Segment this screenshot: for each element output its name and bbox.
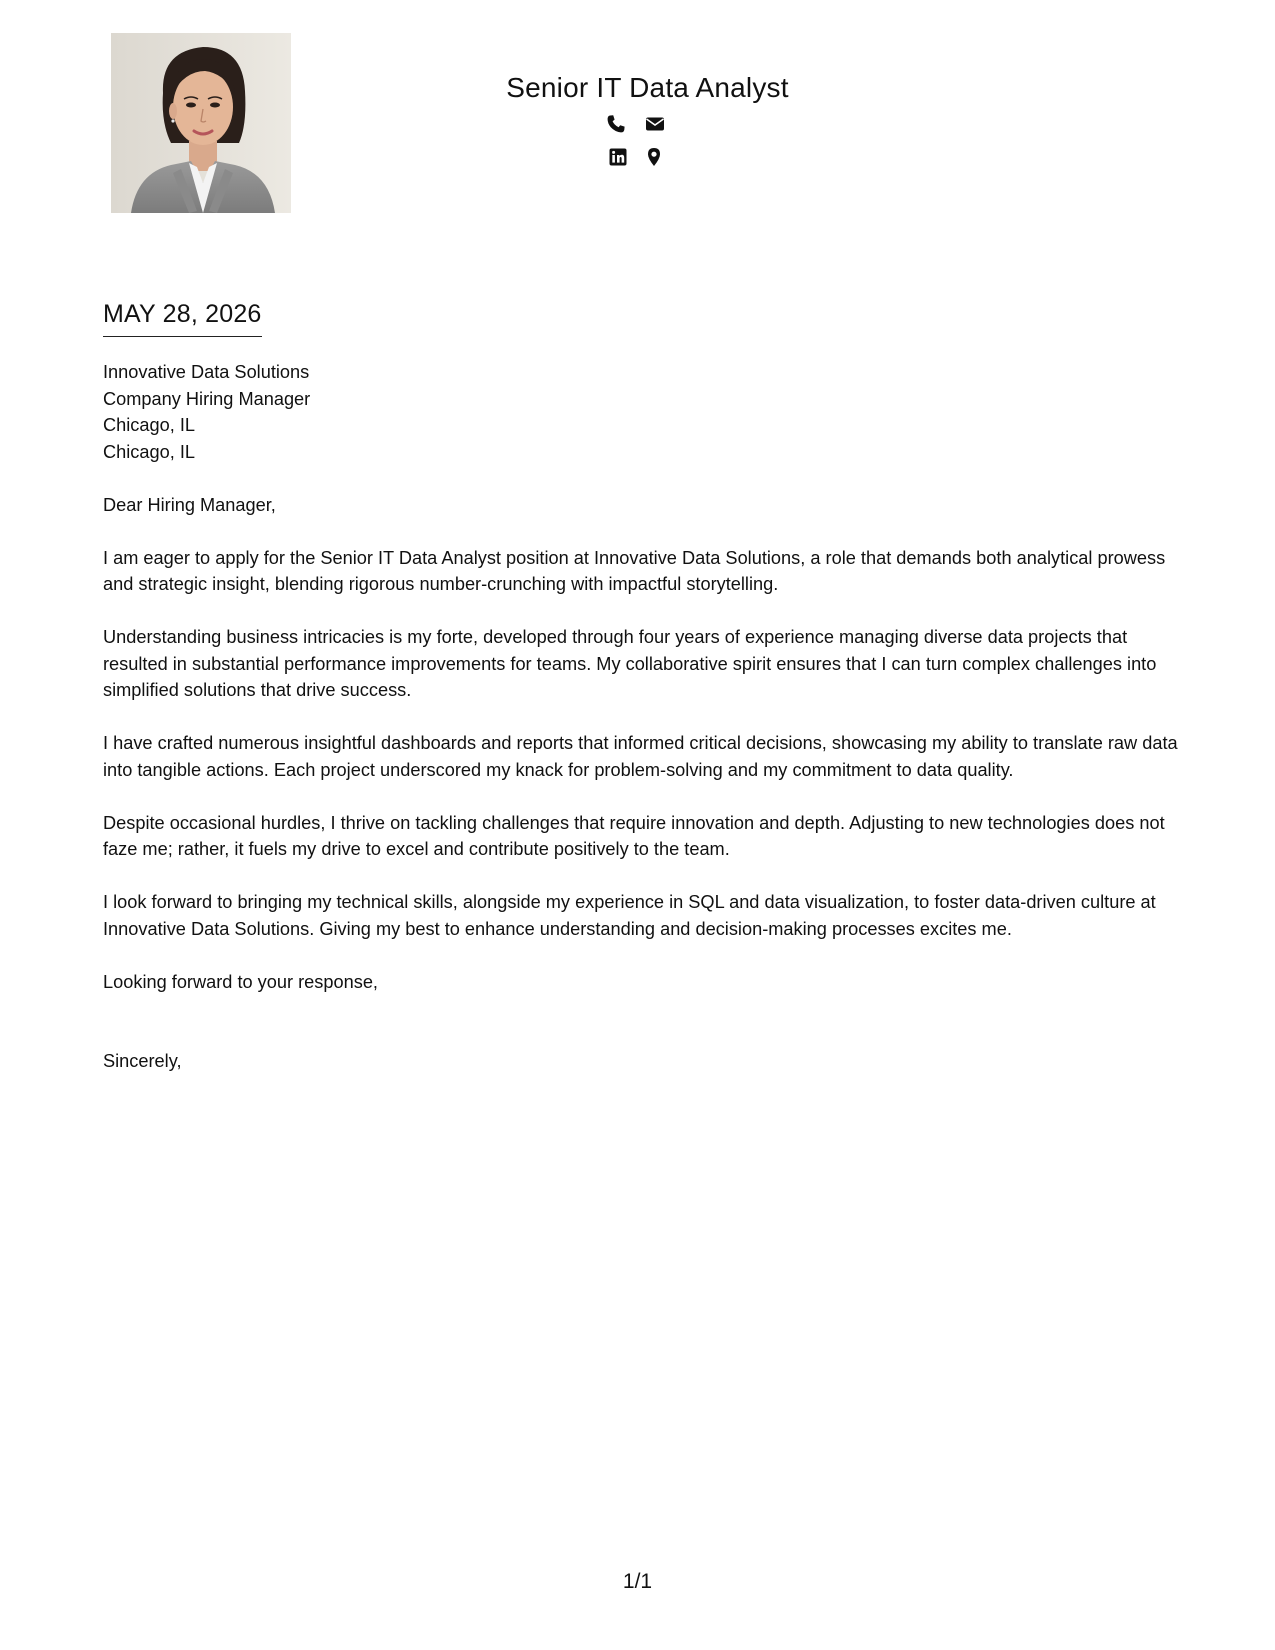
paragraph-intro: I am eager to apply for the Senior IT Data Analyst position at Innovative Data Solutions, a role that demands both analytical prowess and strategic insight, blending rigorous number-crunching with impactful storytelling. — [103, 547, 1166, 594]
closing-line: Looking forward to your response, — [103, 971, 378, 992]
recipient-title: Company Hiring Manager — [103, 388, 311, 409]
recipient-location: Chicago, IL — [103, 441, 196, 462]
page-title: Senior IT Data Analyst — [506, 72, 789, 103]
paragraph-experience: Understanding business intricacies is my forte, developed through four years of experience managing diverse data projects that resulted in substantial performance improvements for teams. My collaborative spirit ensures that I can turn complex challenges into simplified solutions that drive success. — [103, 627, 1157, 700]
page-number: 1/1 — [622, 1570, 653, 1593]
paragraph-challenges: Despite occasional hurdles, I thrive on tackling challenges that require innovation and depth. Adjusting to new technologies does not faze me; rather, it fuels my drive to excel and contribute positively to the team. — [103, 812, 1165, 859]
map-marker-icon[interactable] — [644, 147, 664, 167]
salutation: Dear Hiring Manager, — [103, 494, 276, 515]
profile-photo — [111, 33, 291, 213]
recipient-company: Innovative Data Solutions — [103, 362, 310, 382]
envelope-icon[interactable] — [645, 114, 665, 134]
signoff: Sincerely, — [103, 1051, 182, 1071]
paragraph-conclusion: I look forward to bringing my technical skills, alongside my experience in SQL and data visualization, to foster data-driven culture at Innovative Data Solutions. Giving my best to enhance understanding and decision-making processes excites me. — [103, 892, 1156, 939]
recipient-block — [103, 359, 1183, 465]
linkedin-icon[interactable] — [608, 147, 628, 167]
recipient-city: Chicago, IL — [103, 415, 196, 435]
letter-body — [103, 359, 1183, 1075]
paragraph-achievements: I have crafted numerous insightful dashboards and reports that informed critical decisions, showcasing my ability to translate raw data into tangible actions. Each project underscored my knack for problem-solving and my commitment to data quality. — [103, 733, 1178, 780]
letter-date: MAY 28, 2026 — [103, 300, 262, 337]
phone-icon[interactable] — [606, 114, 626, 134]
